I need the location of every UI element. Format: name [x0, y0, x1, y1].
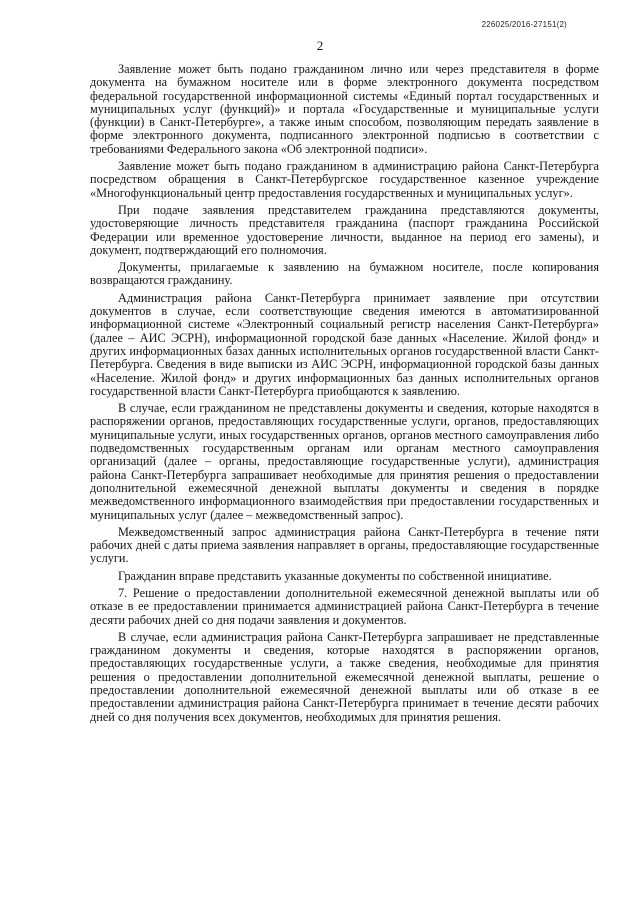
paragraph-submission-methods: Заявление может быть подано гражданином лично или через представителя в форме документа на бумажном носителе или в форме электронного документа посредством федеральной государственной информационной системы «Единый портал государственных и муниципальных услуг (функций)» и портала «Государственные и муниципальные услуги (функции) в Санкт-Петербурге», а также иным способом, позволяющим передать заявление в форме электронного документа, подписанного электронной подписью в соответствии с требованиями Федерального закона «Об электронной подписи».: [90, 62, 599, 156]
page-number: 2: [316, 38, 324, 53]
paragraph-request-deadline: Межведомственный запрос администрация района Санкт-Петербурга в течение пяти рабочих дней с даты приема заявления направляет в органы, предоставляющие государственные услуги.: [90, 524, 599, 566]
paragraph-mfc-submission: Заявление может быть подано гражданином в администрацию района Санкт-Петербурга посредством обращения в Санкт-Петербургское государственное казенное учреждение «Многофункциональный центр предоставления государственных и муниципальных услуг».: [90, 159, 599, 200]
paragraph-representative-documents: При подаче заявления представителем гражданина представляются документы, удостоверяющие личность представителя гражданина (паспорт гражданина Российской Федерации или временное удостоверение личности, выданное на период его замены), и документ, подтверждающий его полномочия.: [90, 202, 599, 257]
paragraph-interagency-request: В случае, если гражданином не представлены документы и сведения, которые находятся в распоряжении органов, предоставляющих государственные услуги, органов, предоставляющих муниципальные услуги, иных государственных органов, органов местного самоуправления либо подведомственных государственным органам или органам местного самоуправления организаций (далее – органы, предоставляющие государственные услуги), администрация района Санкт-Петербурга запрашивает необходимые для принятия решения о предоставлении дополнительной ежемесячной денежной выплаты документы и сведения в порядке межведомственного информационного взаимодействия при предоставлении государственных и муниципальных услуг (далее – межведомственный запрос).: [90, 401, 599, 522]
paragraph-decision-term: 7. Решение о предоставлении дополнительной ежемесячной денежной выплаты или об отказе в ее предоставлении принимается администрацией района Санкт-Петербурга в течение десяти рабочих дней со дня подачи заявления и документов.: [90, 585, 599, 627]
document-number: 226025/2016-27151(2): [481, 20, 567, 29]
body-text: [90, 63, 599, 728]
paragraph-own-initiative: Гражданин вправе представить указанные документы по собственной инициативе.: [118, 568, 552, 583]
paragraph-acceptance-without-documents: Администрация района Санкт-Петербурга принимает заявление при отсутствии документов в случае, если соответствующие сведения имеются в автоматизированной информационной системе «Электронный социальный регистр населения Санкт-Петербурга» (далее – АИС ЭСРН), информационной городской базе данных «Население. Жилой фонд» и других информационных базах данных исполнительных органов государственной власти Санкт-Петербурга. Сведения в виде выписки из АИС ЭСРН, информационной городской базы данных «Население. Жилой фонд» и других информационных баз данных исполнительных органов государственной власти Санкт-Петербурга приобщаются к заявлению.: [90, 290, 599, 398]
paragraph-documents-returned: Документы, прилагаемые к заявлению на бумажном носителе, после копирования возвращаются гражданину.: [90, 260, 599, 288]
paragraph-decision-after-request: В случае, если администрация района Санкт-Петербурга запрашивает не представленные гражданином документы и сведения, которые находятся в распоряжении органов, предоставляющих государственные услуги, а также сведения, необходимые для принятия решения о предоставлении дополнительной ежемесячной денежной выплаты, решение о предоставлении дополнительной ежемесячной денежной выплаты или об отказе в ее предоставлении администрация района Санкт-Петербурга принимает в течение десяти рабочих дней со дня получения всех документов, необходимых для принятия решения.: [90, 629, 599, 724]
